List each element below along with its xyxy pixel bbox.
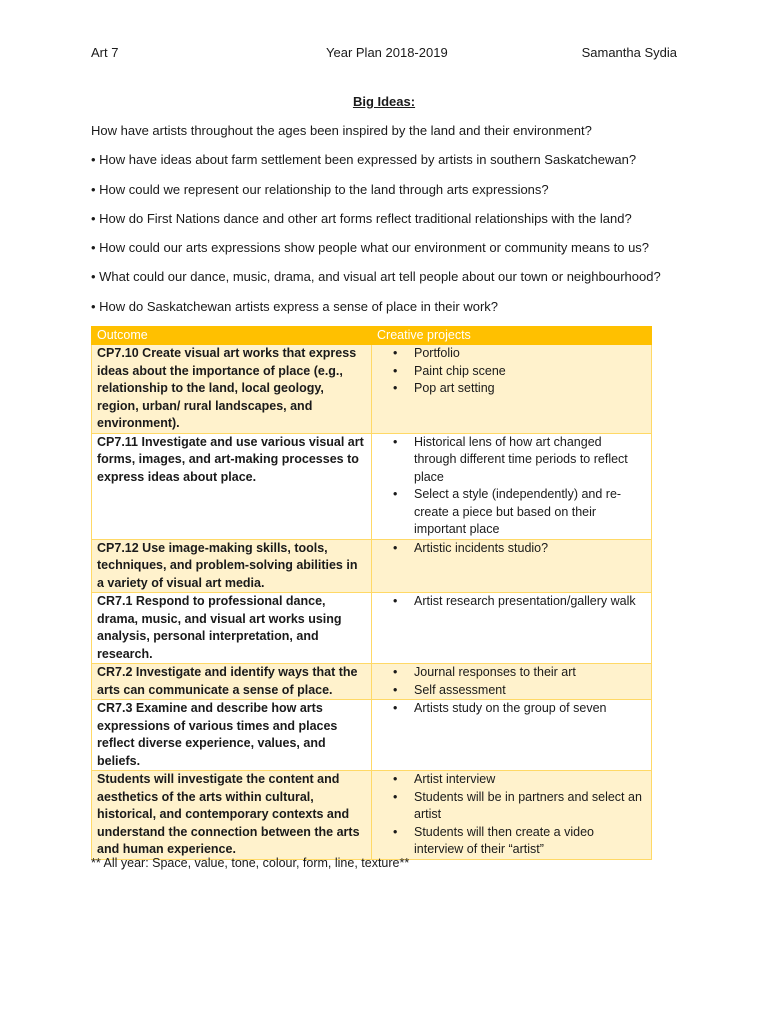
table-row <box>92 539 652 593</box>
table-row <box>92 593 652 664</box>
page-header <box>91 45 677 65</box>
projects-cell <box>372 664 652 700</box>
table-row <box>92 433 652 539</box>
question-item: • How could we represent our relationship to the land through arts expressions? <box>91 181 549 197</box>
project-item: • Self assessment <box>414 682 646 700</box>
outcome-column-header: Outcome <box>92 327 372 345</box>
project-item: • Students will be in partners and select an artist <box>414 789 646 824</box>
table-header-row <box>92 327 652 345</box>
table-row <box>92 700 652 771</box>
projects-cell <box>372 593 652 664</box>
question-item: • What could our dance, music, drama, and visual art tell people about our town or neighbourhood? <box>91 269 661 285</box>
author-name: Samantha Sydia <box>581 45 677 60</box>
big-ideas-questions <box>91 122 691 327</box>
table-row <box>92 345 652 434</box>
question-item: • How could our arts expressions show people what our environment or community means to us? <box>91 240 650 256</box>
project-item: • Portfolio <box>414 345 646 363</box>
question-item: How have artists throughout the ages been inspired by the land and their environment? <box>91 123 592 138</box>
question-item: • How do Saskatchewan artists express a sense of place in their work? <box>91 298 499 314</box>
course-name: Art 7 <box>91 45 119 60</box>
project-item: • Journal responses to their art <box>414 664 646 682</box>
plan-title: Year Plan 2018-2019 <box>326 45 448 60</box>
projects-column-header: Creative projects <box>372 327 652 345</box>
outcomes-table <box>91 326 652 860</box>
outcome-cell: CR7.2 Investigate and identify ways that the arts can communicate a sense of place. <box>92 664 372 700</box>
project-item: • Artists study on the group of seven <box>414 700 646 718</box>
project-item: • Artist research presentation/gallery walk <box>414 593 646 611</box>
outcome-cell: CP7.12 Use image-making skills, tools, techniques, and problem-solving abilities in a variety of visual art media. <box>92 539 372 593</box>
projects-cell <box>372 433 652 539</box>
outcome-cell: CP7.11 Investigate and use various visual art forms, images, and art-making processes to express ideas about place. <box>92 433 372 539</box>
table-row <box>92 771 652 860</box>
projects-cell <box>372 345 652 434</box>
table-row <box>92 664 652 700</box>
outcome-cell: CP7.10 Create visual art works that express ideas about the importance of place (e.g., relationship to the land, local geology, region, urban/ rural landscapes, and environment). <box>92 345 372 434</box>
outcome-cell: CR7.3 Examine and describe how arts expressions of various times and places reflect diverse experience, values, and beliefs. <box>92 700 372 771</box>
project-item: • Artistic incidents studio? <box>414 540 646 558</box>
big-ideas-heading: Big Ideas: <box>352 94 416 109</box>
project-item: • Students will then create a video interview of their “artist” <box>414 824 646 859</box>
question-item: • How do First Nations dance and other art forms reflect traditional relationships with the land? <box>91 210 632 226</box>
projects-cell <box>372 700 652 771</box>
project-item: • Artist interview <box>414 771 646 789</box>
project-item: • Select a style (independently) and re-create a piece but based on their important place <box>414 486 646 539</box>
projects-cell <box>372 771 652 860</box>
project-item: • Paint chip scene <box>414 363 646 381</box>
all-year-note: ** All year: Space, value, tone, colour, form, line, texture** <box>91 856 410 870</box>
outcome-cell: CR7.1 Respond to professional dance, drama, music, and visual art works using analysis, personal interpretation, and research. <box>92 593 372 664</box>
project-item: • Historical lens of how art changed through different time periods to reflect place <box>414 434 646 487</box>
outcome-cell: Students will investigate the content and aesthetics of the arts within cultural, historical, and contemporary contexts and understand the connection between the arts and human experience. <box>92 771 372 860</box>
projects-cell <box>372 539 652 593</box>
project-item: • Pop art setting <box>414 380 646 398</box>
question-item: • How have ideas about farm settlement been expressed by artists in southern Saskatchewan? <box>91 152 637 168</box>
